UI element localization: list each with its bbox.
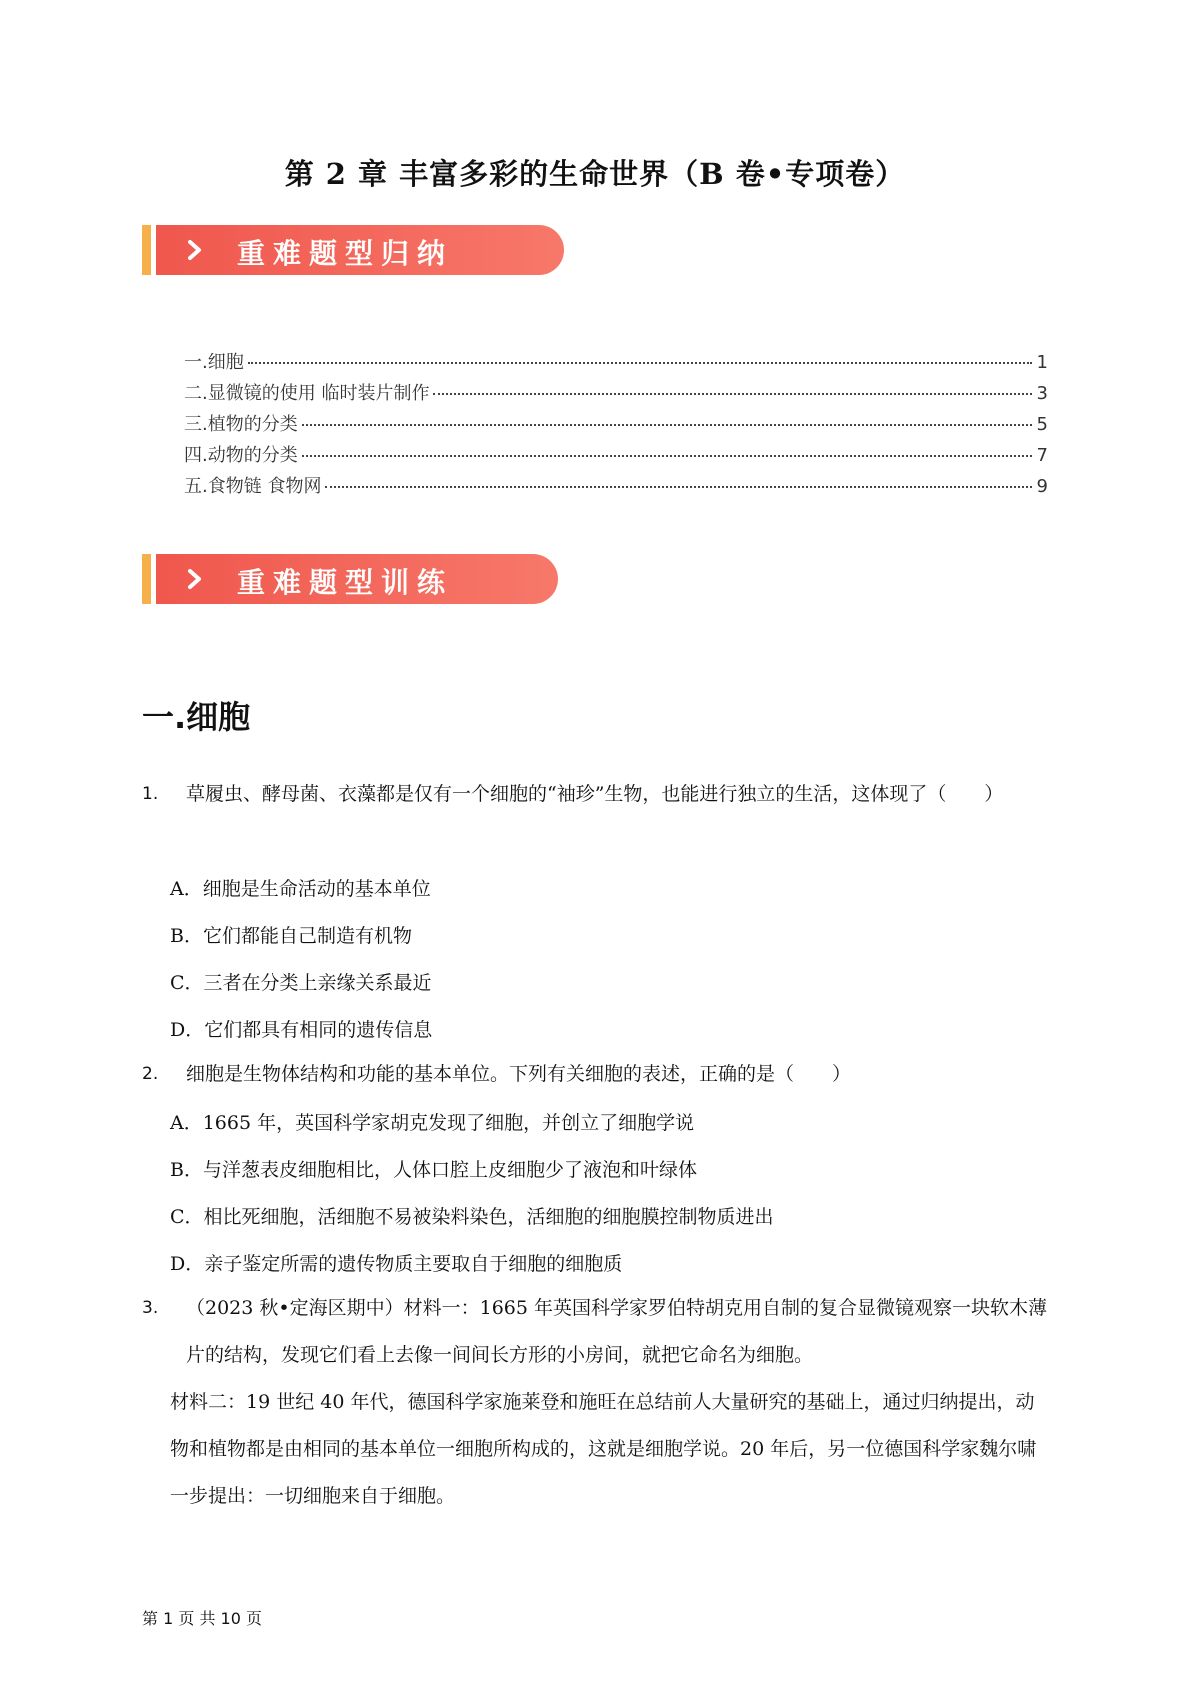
toc-item[interactable]	[184, 379, 1048, 410]
toc-item[interactable]	[184, 410, 1048, 441]
banner-training	[142, 554, 558, 604]
chevron-right-icon	[184, 568, 206, 590]
toc-leader	[433, 393, 1032, 395]
toc-item-page: 5	[1036, 414, 1048, 435]
option-b: B．与洋葱表皮细胞相比，人体口腔上皮细胞少了液泡和叶绿体	[170, 1159, 697, 1181]
banner-summary	[142, 225, 564, 275]
option-c: C．相比死细胞，活细胞不易被染料染色，活细胞的细胞膜控制物质进出	[170, 1206, 774, 1228]
question-3	[142, 1285, 1050, 1379]
option-d: D．亲子鉴定所需的遗传物质主要取自于细胞的细胞质	[170, 1253, 623, 1275]
banner-label: 重难题型归纳	[237, 237, 454, 270]
toc-item-label: 二.显微镜的使用 临时装片制作	[184, 383, 430, 404]
toc-item[interactable]	[184, 472, 1048, 503]
toc-leader	[302, 455, 1032, 457]
banner-label: 重难题型训练	[237, 566, 454, 599]
chevron-right-icon	[184, 239, 206, 261]
option-d: D．它们都具有相同的遗传信息	[170, 1019, 433, 1041]
option-a: A．1665 年，英国科学家胡克发现了细胞，并创立了细胞学说	[170, 1112, 695, 1134]
toc-leader	[325, 486, 1032, 488]
toc-item[interactable]	[184, 348, 1048, 379]
toc-item-label: 五.食物链 食物网	[184, 476, 322, 497]
toc-item-page: 9	[1036, 476, 1048, 497]
option-c: C．三者在分类上亲缘关系最近	[170, 972, 432, 994]
toc-item[interactable]	[184, 441, 1048, 472]
option-b: B．它们都能自己制造有机物	[170, 925, 412, 947]
material-two: 材料二：19 世纪 40 年代，德国科学家施莱登和施旺在总结前人大量研究的基础上，通过归纳提出，动物和植物都是由相同的基本单位一细胞所构成的，这就是细胞学说。20 年后，另一位德国科学家魏尔啸一步提出：一切细胞来自于细胞。	[170, 1391, 1037, 1507]
page-footer: 第 1 页 共 10 页	[142, 1609, 262, 1628]
question-stem: 细胞是生物体结构和功能的基本单位。下列有关细胞的表述，正确的是（ ）	[186, 1063, 852, 1085]
table-of-contents	[184, 348, 1048, 503]
document-title: 第 2 章 丰富多彩的生命世界（B 卷•专项卷）	[284, 157, 906, 191]
question-stem: 草履虫、酵母菌、衣藻都是仅有一个细胞的“袖珍”生物，也能进行独立的生活，这体现了（ ）	[186, 783, 1004, 805]
toc-leader	[302, 424, 1032, 426]
toc-leader	[248, 362, 1032, 364]
question-number: 1.	[142, 784, 159, 804]
option-a: A．细胞是生命活动的基本单位	[170, 878, 431, 900]
question-number: 2.	[142, 1064, 159, 1084]
toc-item-page: 1	[1036, 352, 1048, 373]
question-1	[142, 771, 1050, 818]
banner-accent-bar	[142, 225, 151, 275]
section-heading: 一.细胞	[142, 698, 251, 736]
toc-item-page: 7	[1036, 445, 1048, 466]
toc-item-page: 3	[1036, 383, 1048, 404]
banner-accent-bar	[142, 554, 151, 604]
question-number: 3.	[142, 1298, 159, 1318]
toc-item-label: 四.动物的分类	[184, 445, 298, 466]
toc-item-label: 一.细胞	[184, 352, 244, 373]
toc-item-label: 三.植物的分类	[184, 414, 298, 435]
question-2	[142, 1051, 1050, 1098]
question-stem: （2023 秋•定海区期中）材料一：1665 年英国科学家罗伯特胡克用自制的复合显微镜观察一块软木薄片的结构，发现它们看上去像一间间长方形的小房间，就把它命名为细胞。	[186, 1297, 1047, 1366]
